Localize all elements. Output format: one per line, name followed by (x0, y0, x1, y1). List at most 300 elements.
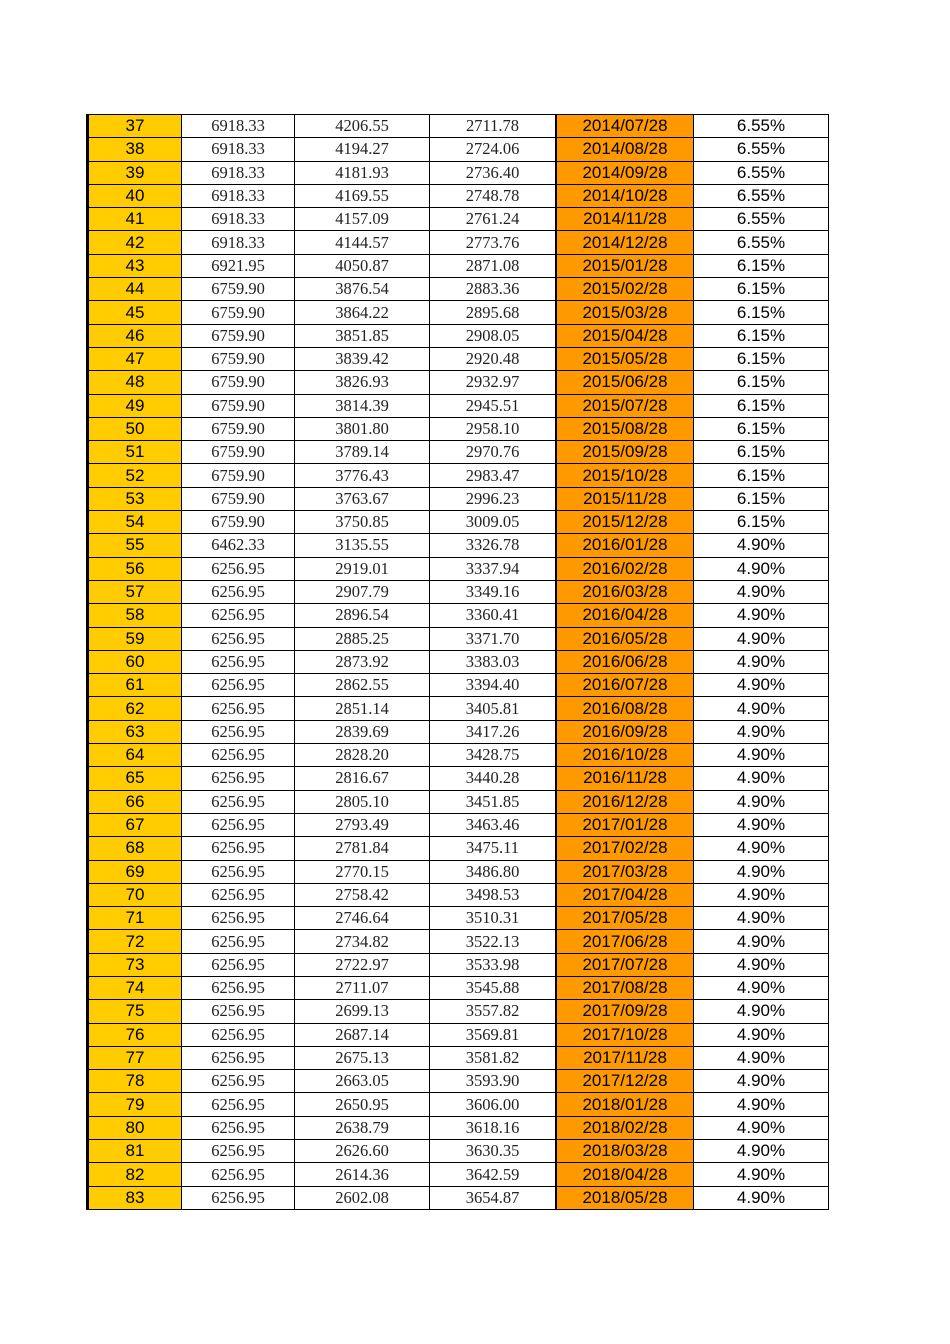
period-cell: 40 (88, 184, 182, 207)
principal-cell: 2736.40 (430, 161, 557, 184)
payment-cell: 6256.95 (182, 790, 295, 813)
interest-cell: 2828.20 (295, 744, 430, 767)
interest-cell: 3135.55 (295, 534, 430, 557)
principal-cell: 3522.13 (430, 930, 557, 953)
period-cell: 65 (88, 767, 182, 790)
table-row (88, 1186, 829, 1209)
payment-cell: 6462.33 (182, 534, 295, 557)
interest-cell: 2699.13 (295, 1000, 430, 1023)
principal-cell: 3533.98 (430, 953, 557, 976)
table-row (88, 907, 829, 930)
payment-cell: 6256.95 (182, 1140, 295, 1163)
rate-cell: 4.90% (694, 907, 829, 930)
interest-cell: 4206.55 (295, 115, 430, 138)
date-cell: 2015/10/28 (556, 464, 694, 487)
date-cell: 2016/02/28 (556, 557, 694, 580)
payment-cell: 6918.33 (182, 161, 295, 184)
interest-cell: 3776.43 (295, 464, 430, 487)
rate-cell: 6.55% (694, 231, 829, 254)
rate-cell: 4.90% (694, 813, 829, 836)
period-cell: 58 (88, 604, 182, 627)
payment-cell: 6256.95 (182, 976, 295, 999)
interest-cell: 2781.84 (295, 837, 430, 860)
period-cell: 47 (88, 347, 182, 370)
rate-cell: 4.90% (694, 1023, 829, 1046)
period-cell: 63 (88, 720, 182, 743)
payment-cell: 6918.33 (182, 208, 295, 231)
table-row (88, 1140, 829, 1163)
rate-cell: 4.90% (694, 604, 829, 627)
principal-cell: 3383.03 (430, 650, 557, 673)
period-cell: 52 (88, 464, 182, 487)
rate-cell: 4.90% (694, 1093, 829, 1116)
period-cell: 45 (88, 301, 182, 324)
payment-cell: 6256.95 (182, 883, 295, 906)
rate-cell: 4.90% (694, 953, 829, 976)
principal-cell: 3417.26 (430, 720, 557, 743)
interest-cell: 2734.82 (295, 930, 430, 953)
principal-cell: 3545.88 (430, 976, 557, 999)
date-cell: 2014/10/28 (556, 184, 694, 207)
rate-cell: 4.90% (694, 837, 829, 860)
rate-cell: 4.90% (694, 930, 829, 953)
date-cell: 2014/12/28 (556, 231, 694, 254)
payment-cell: 6256.95 (182, 953, 295, 976)
date-cell: 2017/06/28 (556, 930, 694, 953)
date-cell: 2017/11/28 (556, 1046, 694, 1069)
interest-cell: 2626.60 (295, 1140, 430, 1163)
period-cell: 38 (88, 138, 182, 161)
date-cell: 2014/11/28 (556, 208, 694, 231)
period-cell: 67 (88, 813, 182, 836)
payment-cell: 6759.90 (182, 278, 295, 301)
payment-cell: 6256.95 (182, 1163, 295, 1186)
rate-cell: 4.90% (694, 534, 829, 557)
principal-cell: 2908.05 (430, 324, 557, 347)
interest-cell: 2896.54 (295, 604, 430, 627)
principal-cell: 3326.78 (430, 534, 557, 557)
rate-cell: 4.90% (694, 674, 829, 697)
period-cell: 70 (88, 883, 182, 906)
payment-cell: 6759.90 (182, 464, 295, 487)
interest-cell: 3801.80 (295, 417, 430, 440)
rate-cell: 4.90% (694, 557, 829, 580)
table-row (88, 720, 829, 743)
principal-cell: 3654.87 (430, 1186, 557, 1209)
date-cell: 2016/05/28 (556, 627, 694, 650)
rate-cell: 4.90% (694, 1140, 829, 1163)
date-cell: 2016/01/28 (556, 534, 694, 557)
date-cell: 2018/03/28 (556, 1140, 694, 1163)
period-cell: 76 (88, 1023, 182, 1046)
date-cell: 2017/12/28 (556, 1070, 694, 1093)
date-cell: 2014/08/28 (556, 138, 694, 161)
rate-cell: 6.15% (694, 301, 829, 324)
period-cell: 46 (88, 324, 182, 347)
period-cell: 71 (88, 907, 182, 930)
payment-cell: 6256.95 (182, 837, 295, 860)
principal-cell: 2773.76 (430, 231, 557, 254)
period-cell: 59 (88, 627, 182, 650)
date-cell: 2015/05/28 (556, 347, 694, 370)
principal-cell: 3642.59 (430, 1163, 557, 1186)
period-cell: 79 (88, 1093, 182, 1116)
interest-cell: 2816.67 (295, 767, 430, 790)
principal-cell: 3569.81 (430, 1023, 557, 1046)
interest-cell: 3876.54 (295, 278, 430, 301)
interest-cell: 4144.57 (295, 231, 430, 254)
payment-cell: 6918.33 (182, 184, 295, 207)
principal-cell: 3486.80 (430, 860, 557, 883)
table-row (88, 627, 829, 650)
table-row (88, 371, 829, 394)
rate-cell: 4.90% (694, 1046, 829, 1069)
date-cell: 2018/04/28 (556, 1163, 694, 1186)
period-cell: 57 (88, 580, 182, 603)
period-cell: 68 (88, 837, 182, 860)
principal-cell: 3463.46 (430, 813, 557, 836)
period-cell: 49 (88, 394, 182, 417)
payment-cell: 6256.95 (182, 1023, 295, 1046)
rate-cell: 6.15% (694, 394, 829, 417)
date-cell: 2016/08/28 (556, 697, 694, 720)
principal-cell: 2945.51 (430, 394, 557, 417)
table-row (88, 487, 829, 510)
date-cell: 2015/07/28 (556, 394, 694, 417)
payment-cell: 6256.95 (182, 930, 295, 953)
principal-cell: 2883.36 (430, 278, 557, 301)
payment-cell: 6759.90 (182, 347, 295, 370)
principal-cell: 3581.82 (430, 1046, 557, 1069)
principal-cell: 3360.41 (430, 604, 557, 627)
table-row (88, 697, 829, 720)
interest-cell: 3814.39 (295, 394, 430, 417)
principal-cell: 2711.78 (430, 115, 557, 138)
principal-cell: 3440.28 (430, 767, 557, 790)
rate-cell: 6.15% (694, 278, 829, 301)
interest-cell: 3763.67 (295, 487, 430, 510)
principal-cell: 3349.16 (430, 580, 557, 603)
rate-cell: 6.15% (694, 511, 829, 534)
principal-cell: 2932.97 (430, 371, 557, 394)
payment-cell: 6256.95 (182, 860, 295, 883)
rate-cell: 6.55% (694, 161, 829, 184)
rate-cell: 6.15% (694, 254, 829, 277)
period-cell: 62 (88, 697, 182, 720)
table-row (88, 324, 829, 347)
payment-cell: 6759.90 (182, 394, 295, 417)
table-body (88, 115, 829, 1210)
date-cell: 2016/12/28 (556, 790, 694, 813)
payment-cell: 6256.95 (182, 907, 295, 930)
table-row (88, 441, 829, 464)
rate-cell: 4.90% (694, 1186, 829, 1209)
principal-cell: 3475.11 (430, 837, 557, 860)
principal-cell: 3630.35 (430, 1140, 557, 1163)
table-row (88, 417, 829, 440)
interest-cell: 4194.27 (295, 138, 430, 161)
interest-cell: 4157.09 (295, 208, 430, 231)
rate-cell: 6.15% (694, 441, 829, 464)
table-row (88, 464, 829, 487)
interest-cell: 3789.14 (295, 441, 430, 464)
date-cell: 2016/03/28 (556, 580, 694, 603)
date-cell: 2017/10/28 (556, 1023, 694, 1046)
table-row (88, 953, 829, 976)
table-row (88, 347, 829, 370)
table-row (88, 790, 829, 813)
date-cell: 2017/09/28 (556, 1000, 694, 1023)
table-row (88, 1093, 829, 1116)
table-row (88, 813, 829, 836)
table-row (88, 557, 829, 580)
principal-cell: 3498.53 (430, 883, 557, 906)
table-row (88, 278, 829, 301)
interest-cell: 2919.01 (295, 557, 430, 580)
interest-cell: 2851.14 (295, 697, 430, 720)
date-cell: 2016/10/28 (556, 744, 694, 767)
period-cell: 77 (88, 1046, 182, 1069)
date-cell: 2015/01/28 (556, 254, 694, 277)
table-row (88, 1046, 829, 1069)
interest-cell: 2770.15 (295, 860, 430, 883)
rate-cell: 6.15% (694, 487, 829, 510)
rate-cell: 6.55% (694, 184, 829, 207)
table-row (88, 161, 829, 184)
interest-cell: 2722.97 (295, 953, 430, 976)
payment-cell: 6256.95 (182, 697, 295, 720)
date-cell: 2016/07/28 (556, 674, 694, 697)
date-cell: 2015/08/28 (556, 417, 694, 440)
payment-cell: 6256.95 (182, 580, 295, 603)
interest-cell: 2862.55 (295, 674, 430, 697)
interest-cell: 2873.92 (295, 650, 430, 673)
date-cell: 2015/04/28 (556, 324, 694, 347)
table-row (88, 1023, 829, 1046)
period-cell: 83 (88, 1186, 182, 1209)
period-cell: 75 (88, 1000, 182, 1023)
payment-cell: 6918.33 (182, 138, 295, 161)
payment-cell: 6256.95 (182, 1186, 295, 1209)
table-row (88, 860, 829, 883)
interest-cell: 2638.79 (295, 1116, 430, 1139)
rate-cell: 4.90% (694, 580, 829, 603)
principal-cell: 2724.06 (430, 138, 557, 161)
period-cell: 41 (88, 208, 182, 231)
interest-cell: 4181.93 (295, 161, 430, 184)
period-cell: 73 (88, 953, 182, 976)
rate-cell: 4.90% (694, 1070, 829, 1093)
table-row (88, 301, 829, 324)
interest-cell: 2663.05 (295, 1070, 430, 1093)
rate-cell: 4.90% (694, 767, 829, 790)
date-cell: 2016/11/28 (556, 767, 694, 790)
period-cell: 64 (88, 744, 182, 767)
principal-cell: 3337.94 (430, 557, 557, 580)
period-cell: 37 (88, 115, 182, 138)
table-row (88, 837, 829, 860)
interest-cell: 2687.14 (295, 1023, 430, 1046)
principal-cell: 2920.48 (430, 347, 557, 370)
principal-cell: 3557.82 (430, 1000, 557, 1023)
table-row (88, 208, 829, 231)
payment-cell: 6759.90 (182, 487, 295, 510)
period-cell: 53 (88, 487, 182, 510)
payment-cell: 6759.90 (182, 301, 295, 324)
payment-cell: 6918.33 (182, 231, 295, 254)
rate-cell: 4.90% (694, 720, 829, 743)
payment-cell: 6256.95 (182, 557, 295, 580)
table-row (88, 115, 829, 138)
rate-cell: 6.55% (694, 138, 829, 161)
interest-cell: 3851.85 (295, 324, 430, 347)
principal-cell: 2958.10 (430, 417, 557, 440)
date-cell: 2015/02/28 (556, 278, 694, 301)
interest-cell: 2746.64 (295, 907, 430, 930)
rate-cell: 6.55% (694, 208, 829, 231)
rate-cell: 6.15% (694, 371, 829, 394)
date-cell: 2017/05/28 (556, 907, 694, 930)
principal-cell: 2895.68 (430, 301, 557, 324)
date-cell: 2016/09/28 (556, 720, 694, 743)
table-row (88, 767, 829, 790)
interest-cell: 4169.55 (295, 184, 430, 207)
date-cell: 2017/03/28 (556, 860, 694, 883)
interest-cell: 2793.49 (295, 813, 430, 836)
date-cell: 2017/07/28 (556, 953, 694, 976)
period-cell: 69 (88, 860, 182, 883)
date-cell: 2014/09/28 (556, 161, 694, 184)
table-row (88, 1000, 829, 1023)
table-row (88, 138, 829, 161)
payment-cell: 6256.95 (182, 674, 295, 697)
interest-cell: 2602.08 (295, 1186, 430, 1209)
rate-cell: 6.15% (694, 324, 829, 347)
payment-cell: 6759.90 (182, 324, 295, 347)
period-cell: 80 (88, 1116, 182, 1139)
principal-cell: 2748.78 (430, 184, 557, 207)
principal-cell: 2996.23 (430, 487, 557, 510)
date-cell: 2018/05/28 (556, 1186, 694, 1209)
date-cell: 2015/09/28 (556, 441, 694, 464)
principal-cell: 3009.05 (430, 511, 557, 534)
payment-cell: 6256.95 (182, 627, 295, 650)
period-cell: 48 (88, 371, 182, 394)
principal-cell: 3394.40 (430, 674, 557, 697)
interest-cell: 2839.69 (295, 720, 430, 743)
table-row (88, 580, 829, 603)
table-row (88, 650, 829, 673)
principal-cell: 3510.31 (430, 907, 557, 930)
payment-cell: 6759.90 (182, 441, 295, 464)
payment-cell: 6256.95 (182, 604, 295, 627)
period-cell: 54 (88, 511, 182, 534)
period-cell: 44 (88, 278, 182, 301)
payment-cell: 6759.90 (182, 417, 295, 440)
payment-cell: 6759.90 (182, 371, 295, 394)
rate-cell: 4.90% (694, 860, 829, 883)
payment-cell: 6256.95 (182, 650, 295, 673)
interest-cell: 2907.79 (295, 580, 430, 603)
date-cell: 2017/01/28 (556, 813, 694, 836)
interest-cell: 3864.22 (295, 301, 430, 324)
rate-cell: 4.90% (694, 697, 829, 720)
table-row (88, 511, 829, 534)
date-cell: 2017/04/28 (556, 883, 694, 906)
loan-repayment-table (86, 114, 829, 1210)
principal-cell: 2983.47 (430, 464, 557, 487)
principal-cell: 3451.85 (430, 790, 557, 813)
rate-cell: 6.15% (694, 464, 829, 487)
table-row (88, 534, 829, 557)
payment-cell: 6256.95 (182, 1000, 295, 1023)
date-cell: 2017/02/28 (556, 837, 694, 860)
rate-cell: 4.90% (694, 627, 829, 650)
interest-cell: 2885.25 (295, 627, 430, 650)
rate-cell: 4.90% (694, 883, 829, 906)
table-row (88, 184, 829, 207)
payment-cell: 6256.95 (182, 813, 295, 836)
principal-cell: 3593.90 (430, 1070, 557, 1093)
payment-cell: 6256.95 (182, 1116, 295, 1139)
payment-cell: 6918.33 (182, 115, 295, 138)
principal-cell: 3606.00 (430, 1093, 557, 1116)
date-cell: 2018/02/28 (556, 1116, 694, 1139)
payment-cell: 6759.90 (182, 511, 295, 534)
rate-cell: 4.90% (694, 1163, 829, 1186)
rate-cell: 4.90% (694, 1000, 829, 1023)
rate-cell: 6.15% (694, 347, 829, 370)
table-row (88, 1070, 829, 1093)
date-cell: 2016/06/28 (556, 650, 694, 673)
interest-cell: 2711.07 (295, 976, 430, 999)
period-cell: 43 (88, 254, 182, 277)
interest-cell: 2675.13 (295, 1046, 430, 1069)
date-cell: 2018/01/28 (556, 1093, 694, 1116)
table-row (88, 1116, 829, 1139)
date-cell: 2014/07/28 (556, 115, 694, 138)
table-row (88, 930, 829, 953)
table-row (88, 231, 829, 254)
date-cell: 2015/12/28 (556, 511, 694, 534)
principal-cell: 2871.08 (430, 254, 557, 277)
principal-cell: 2970.76 (430, 441, 557, 464)
period-cell: 39 (88, 161, 182, 184)
period-cell: 42 (88, 231, 182, 254)
interest-cell: 2805.10 (295, 790, 430, 813)
table-row (88, 1163, 829, 1186)
period-cell: 50 (88, 417, 182, 440)
interest-cell: 2650.95 (295, 1093, 430, 1116)
principal-cell: 3618.16 (430, 1116, 557, 1139)
payment-cell: 6256.95 (182, 1093, 295, 1116)
table-row (88, 976, 829, 999)
period-cell: 78 (88, 1070, 182, 1093)
interest-cell: 2614.36 (295, 1163, 430, 1186)
date-cell: 2016/04/28 (556, 604, 694, 627)
period-cell: 74 (88, 976, 182, 999)
principal-cell: 3405.81 (430, 697, 557, 720)
date-cell: 2015/06/28 (556, 371, 694, 394)
period-cell: 55 (88, 534, 182, 557)
period-cell: 66 (88, 790, 182, 813)
table-row (88, 254, 829, 277)
period-cell: 56 (88, 557, 182, 580)
table-row (88, 674, 829, 697)
table-row (88, 604, 829, 627)
period-cell: 60 (88, 650, 182, 673)
interest-cell: 3839.42 (295, 347, 430, 370)
